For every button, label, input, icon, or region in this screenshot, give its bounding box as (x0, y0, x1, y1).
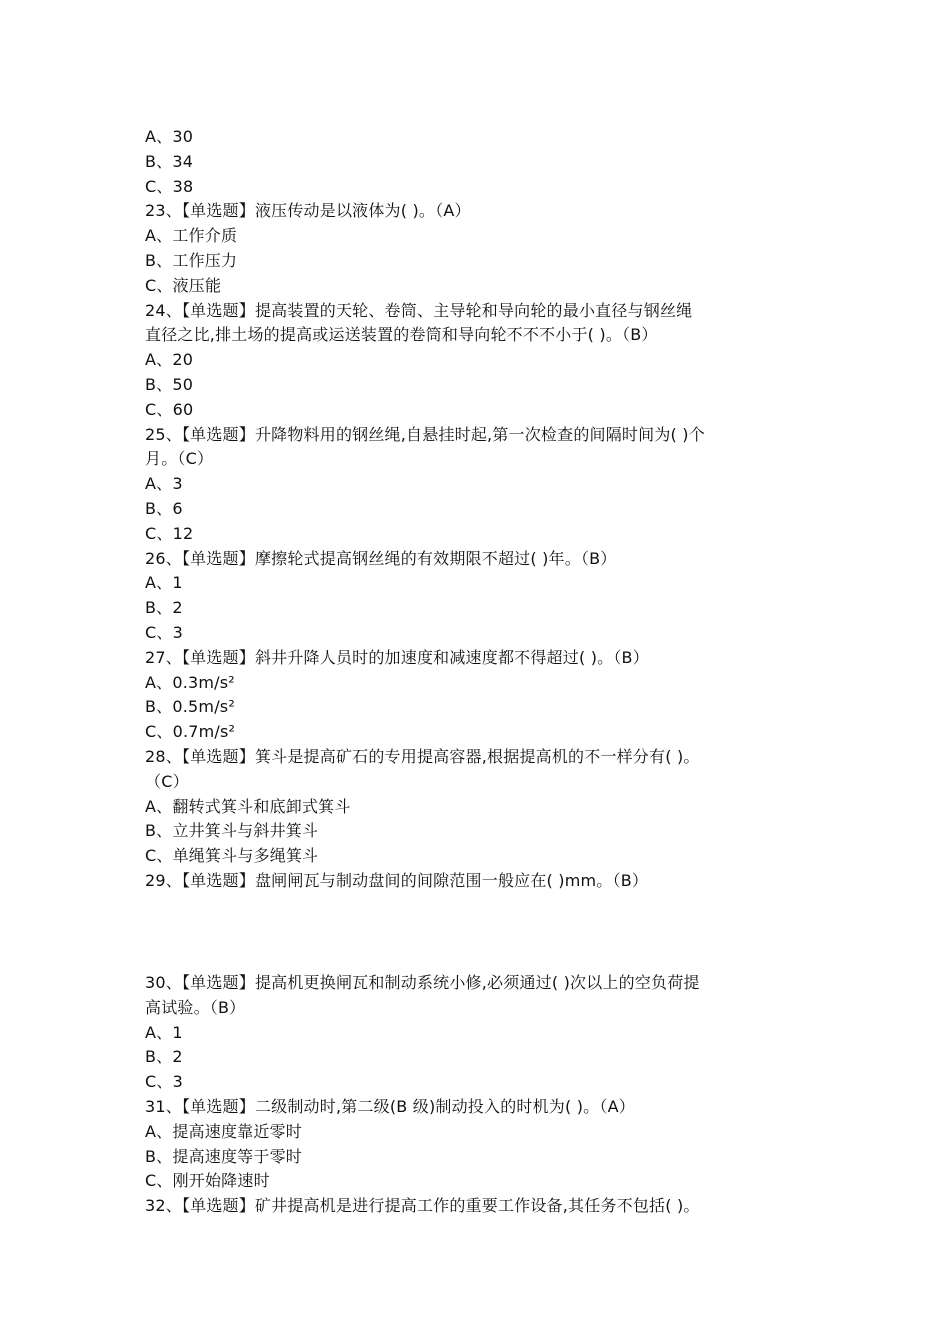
text-line: C、刚开始降速时 (145, 1171, 270, 1191)
text-line: B、立井箕斗与斜井箕斗 (145, 821, 319, 841)
text-line: C、液压能 (145, 275, 222, 295)
question-block-lower (145, 971, 815, 1219)
text-line: A、30 (145, 127, 194, 146)
text-line: C、0.7m/s² (145, 722, 236, 742)
text-line: A、提高速度靠近零时 (145, 1121, 302, 1141)
text-line: A、翻转式箕斗和底卸式箕斗 (145, 796, 351, 816)
text-line: 29、【单选题】盘闸闸瓦与制动盘间的间隙范围一般应在( )mm。（B） (145, 870, 649, 890)
text-line: C、60 (145, 399, 194, 419)
text-line: 27、【单选题】斜井升降人员时的加速度和减速度都不得超过( )。（B） (145, 647, 649, 667)
text-line: B、6 (145, 498, 183, 518)
text-line: A、0.3m/s² (145, 672, 235, 692)
text-line: 月。（C） (145, 449, 214, 469)
text-line: 30、【单选题】提高机更换闸瓦和制动系统小修,必须通过( )次以上的空负荷提 (145, 973, 700, 992)
text-line: 24、【单选题】提高装置的天轮、卷筒、主导轮和导向轮的最小直径与钢丝绳 (145, 300, 693, 320)
question-block-upper (145, 125, 815, 894)
text-line: C、38 (145, 176, 194, 196)
text-line: 32、【单选题】矿井提高机是进行提高工作的重要工作设备,其任务不包括( )。 (145, 1196, 700, 1216)
text-line: B、2 (145, 1047, 183, 1067)
text-line: B、工作压力 (145, 250, 238, 270)
text-line: B、提高速度等于零时 (145, 1146, 302, 1166)
text-line: （C） (145, 771, 189, 791)
text-line: B、34 (145, 151, 194, 171)
text-line: C、3 (145, 1072, 183, 1092)
text-line: 23、【单选题】液压传动是以液体为( )。（A） (145, 201, 471, 221)
text-line: C、12 (145, 523, 194, 543)
text-line: A、1 (145, 573, 183, 593)
text-line: B、0.5m/s² (145, 697, 235, 717)
text-line: A、3 (145, 474, 183, 494)
text-line: C、单绳箕斗与多绳箕斗 (145, 846, 319, 866)
text-line: 26、【单选题】摩擦轮式提高钢丝绳的有效期限不超过( )年。（B） (145, 548, 617, 568)
text-line: A、工作介质 (145, 226, 238, 246)
text-line: 28、【单选题】箕斗是提高矿石的专用提高容器,根据提高机的不一样分有( )。 (145, 746, 700, 766)
text-line: 高试验。（B） (145, 997, 246, 1017)
text-line: C、3 (145, 622, 183, 642)
text-line: 直径之比,排土场的提高或运送装置的卷筒和导向轮不不不小于( )。（B） (145, 325, 658, 345)
text-line: 25、【单选题】升降物料用的钢丝绳,自悬挂时起,第一次检查的间隔时间为( )个 (145, 424, 705, 444)
text-line: B、2 (145, 598, 183, 618)
text-line: A、1 (145, 1022, 183, 1042)
text-line: 31、【单选题】二级制动时,第二级(B 级)制动投入的时机为( )。（A） (145, 1096, 635, 1116)
text-line: B、50 (145, 374, 194, 394)
text-line: A、20 (145, 350, 194, 370)
